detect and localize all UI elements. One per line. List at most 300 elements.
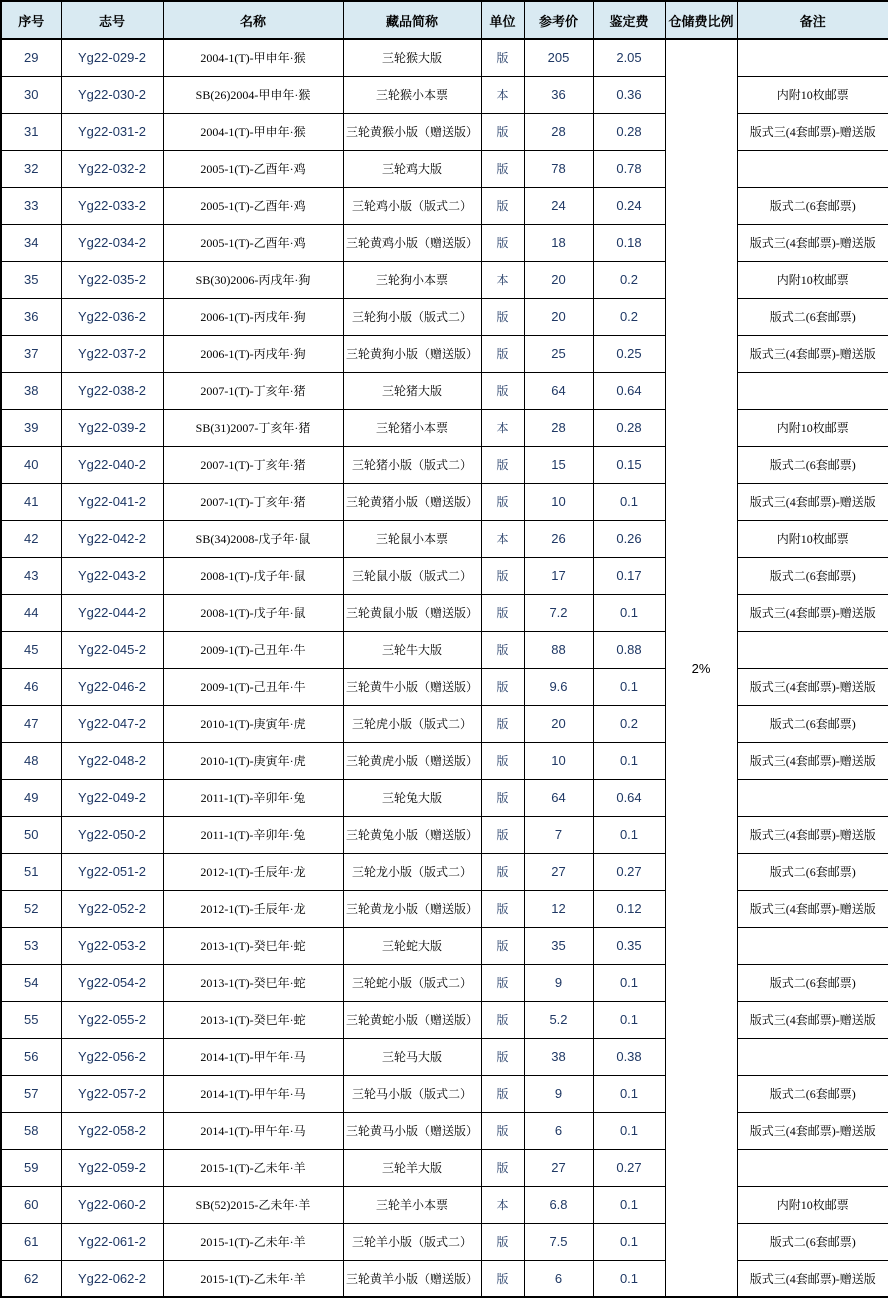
table-row xyxy=(1,187,888,224)
cell-name: 2007-1(T)-丁亥年·猪 xyxy=(163,446,343,483)
header-row xyxy=(1,1,888,39)
table-row xyxy=(1,1260,888,1297)
cell-serial: 56 xyxy=(1,1038,61,1075)
cell-catalog: Yg22-058-2 xyxy=(61,1112,163,1149)
cell-name: 2011-1(T)-辛卯年·兔 xyxy=(163,816,343,853)
cell-serial: 39 xyxy=(1,409,61,446)
cell-short-name: 三轮鸡大版 xyxy=(343,150,481,187)
cell-remark: 版式三(4套邮票)-赠送版 xyxy=(737,668,888,705)
cell-appraisal-fee: 0.78 xyxy=(593,150,665,187)
cell-catalog: Yg22-049-2 xyxy=(61,779,163,816)
column-header-appraisal-fee: 鉴定费 xyxy=(593,1,665,39)
cell-remark xyxy=(737,631,888,668)
cell-serial: 36 xyxy=(1,298,61,335)
table-header xyxy=(1,1,888,39)
cell-unit: 版 xyxy=(481,705,524,742)
cell-serial: 35 xyxy=(1,261,61,298)
cell-serial: 34 xyxy=(1,224,61,261)
table-row xyxy=(1,335,888,372)
cell-short-name: 三轮羊小本票 xyxy=(343,1186,481,1223)
cell-remark: 版式二(6套邮票) xyxy=(737,705,888,742)
cell-appraisal-fee: 0.1 xyxy=(593,1260,665,1297)
cell-appraisal-fee: 0.28 xyxy=(593,409,665,446)
cell-ref-price: 7.5 xyxy=(524,1223,593,1260)
cell-ref-price: 18 xyxy=(524,224,593,261)
cell-catalog: Yg22-033-2 xyxy=(61,187,163,224)
cell-short-name: 三轮黄鸡小版（赠送版） xyxy=(343,224,481,261)
cell-short-name: 三轮兔大版 xyxy=(343,779,481,816)
cell-appraisal-fee: 0.1 xyxy=(593,1186,665,1223)
cell-short-name: 三轮黄兔小版（赠送版） xyxy=(343,816,481,853)
cell-name: SB(34)2008-戊子年·鼠 xyxy=(163,520,343,557)
cell-catalog: Yg22-041-2 xyxy=(61,483,163,520)
cell-appraisal-fee: 0.27 xyxy=(593,1149,665,1186)
table-row xyxy=(1,446,888,483)
cell-name: 2006-1(T)-丙戌年·狗 xyxy=(163,298,343,335)
cell-appraisal-fee: 0.1 xyxy=(593,594,665,631)
cell-catalog: Yg22-060-2 xyxy=(61,1186,163,1223)
table-row xyxy=(1,1112,888,1149)
cell-appraisal-fee: 0.17 xyxy=(593,557,665,594)
cell-name: SB(26)2004-甲申年·猴 xyxy=(163,76,343,113)
cell-serial: 54 xyxy=(1,964,61,1001)
column-header-catalog: 志号 xyxy=(61,1,163,39)
cell-unit: 版 xyxy=(481,39,524,76)
cell-appraisal-fee: 0.2 xyxy=(593,298,665,335)
cell-unit: 本 xyxy=(481,76,524,113)
cell-unit: 本 xyxy=(481,261,524,298)
cell-short-name: 三轮黄鼠小版（赠送版） xyxy=(343,594,481,631)
table-row xyxy=(1,557,888,594)
cell-catalog: Yg22-052-2 xyxy=(61,890,163,927)
cell-short-name: 三轮狗小本票 xyxy=(343,261,481,298)
cell-unit: 版 xyxy=(481,964,524,1001)
cell-catalog: Yg22-031-2 xyxy=(61,113,163,150)
cell-short-name: 三轮羊小版（版式二） xyxy=(343,1223,481,1260)
table-row xyxy=(1,150,888,187)
table-row xyxy=(1,261,888,298)
cell-serial: 32 xyxy=(1,150,61,187)
cell-name: 2012-1(T)-壬辰年·龙 xyxy=(163,890,343,927)
cell-catalog: Yg22-054-2 xyxy=(61,964,163,1001)
cell-catalog: Yg22-046-2 xyxy=(61,668,163,705)
table-row xyxy=(1,372,888,409)
cell-serial: 33 xyxy=(1,187,61,224)
cell-serial: 30 xyxy=(1,76,61,113)
cell-remark: 版式三(4套邮票)-赠送版 xyxy=(737,594,888,631)
table-row xyxy=(1,1186,888,1223)
cell-name: 2007-1(T)-丁亥年·猪 xyxy=(163,483,343,520)
cell-name: 2004-1(T)-甲申年·猴 xyxy=(163,113,343,150)
cell-unit: 版 xyxy=(481,187,524,224)
table-row xyxy=(1,631,888,668)
table-row xyxy=(1,224,888,261)
cell-ref-price: 25 xyxy=(524,335,593,372)
cell-name: 2010-1(T)-庚寅年·虎 xyxy=(163,742,343,779)
cell-unit: 版 xyxy=(481,224,524,261)
cell-unit: 版 xyxy=(481,816,524,853)
cell-appraisal-fee: 0.64 xyxy=(593,372,665,409)
cell-name: 2011-1(T)-辛卯年·兔 xyxy=(163,779,343,816)
cell-serial: 42 xyxy=(1,520,61,557)
cell-serial: 31 xyxy=(1,113,61,150)
cell-ref-price: 26 xyxy=(524,520,593,557)
cell-ref-price: 10 xyxy=(524,742,593,779)
cell-catalog: Yg22-055-2 xyxy=(61,1001,163,1038)
cell-remark: 版式二(6套邮票) xyxy=(737,298,888,335)
cell-catalog: Yg22-034-2 xyxy=(61,224,163,261)
table-row xyxy=(1,705,888,742)
cell-name: 2008-1(T)-戊子年·鼠 xyxy=(163,594,343,631)
cell-name: 2006-1(T)-丙戌年·狗 xyxy=(163,335,343,372)
cell-unit: 版 xyxy=(481,668,524,705)
cell-name: 2013-1(T)-癸巳年·蛇 xyxy=(163,1001,343,1038)
cell-unit: 本 xyxy=(481,1186,524,1223)
cell-name: 2004-1(T)-甲申年·猴 xyxy=(163,39,343,76)
cell-serial: 55 xyxy=(1,1001,61,1038)
cell-unit: 版 xyxy=(481,557,524,594)
cell-serial: 50 xyxy=(1,816,61,853)
cell-unit: 版 xyxy=(481,927,524,964)
table-row xyxy=(1,816,888,853)
cell-serial: 40 xyxy=(1,446,61,483)
cell-remark xyxy=(737,150,888,187)
cell-remark xyxy=(737,39,888,76)
table-row xyxy=(1,742,888,779)
cell-serial: 44 xyxy=(1,594,61,631)
cell-appraisal-fee: 0.1 xyxy=(593,1223,665,1260)
cell-ref-price: 20 xyxy=(524,705,593,742)
cell-unit: 版 xyxy=(481,1075,524,1112)
cell-ref-price: 28 xyxy=(524,409,593,446)
cell-catalog: Yg22-043-2 xyxy=(61,557,163,594)
table-row xyxy=(1,964,888,1001)
cell-ref-price: 6.8 xyxy=(524,1186,593,1223)
cell-ref-price: 205 xyxy=(524,39,593,76)
cell-short-name: 三轮黄马小版（赠送版） xyxy=(343,1112,481,1149)
cell-catalog: Yg22-051-2 xyxy=(61,853,163,890)
cell-remark xyxy=(737,372,888,409)
cell-catalog: Yg22-042-2 xyxy=(61,520,163,557)
cell-name: SB(52)2015-乙未年·羊 xyxy=(163,1186,343,1223)
cell-appraisal-fee: 0.1 xyxy=(593,742,665,779)
table-row xyxy=(1,853,888,890)
cell-remark: 内附10枚邮票 xyxy=(737,1186,888,1223)
cell-name: 2015-1(T)-乙未年·羊 xyxy=(163,1149,343,1186)
cell-remark: 内附10枚邮票 xyxy=(737,261,888,298)
cell-short-name: 三轮羊大版 xyxy=(343,1149,481,1186)
cell-appraisal-fee: 0.1 xyxy=(593,483,665,520)
table-row xyxy=(1,927,888,964)
cell-serial: 61 xyxy=(1,1223,61,1260)
cell-unit: 版 xyxy=(481,1001,524,1038)
cell-catalog: Yg22-029-2 xyxy=(61,39,163,76)
cell-catalog: Yg22-030-2 xyxy=(61,76,163,113)
cell-name: 2007-1(T)-丁亥年·猪 xyxy=(163,372,343,409)
cell-name: 2009-1(T)-己丑年·牛 xyxy=(163,668,343,705)
cell-unit: 版 xyxy=(481,890,524,927)
cell-name: 2012-1(T)-壬辰年·龙 xyxy=(163,853,343,890)
cell-storage-ratio: 2% xyxy=(665,39,737,1297)
cell-serial: 57 xyxy=(1,1075,61,1112)
cell-catalog: Yg22-039-2 xyxy=(61,409,163,446)
cell-catalog: Yg22-045-2 xyxy=(61,631,163,668)
cell-appraisal-fee: 0.2 xyxy=(593,261,665,298)
cell-catalog: Yg22-032-2 xyxy=(61,150,163,187)
cell-name: SB(30)2006-丙戌年·狗 xyxy=(163,261,343,298)
cell-short-name: 三轮猴大版 xyxy=(343,39,481,76)
cell-catalog: Yg22-047-2 xyxy=(61,705,163,742)
cell-ref-price: 7.2 xyxy=(524,594,593,631)
cell-remark: 版式二(6套邮票) xyxy=(737,446,888,483)
cell-appraisal-fee: 0.1 xyxy=(593,1075,665,1112)
cell-serial: 41 xyxy=(1,483,61,520)
table-row xyxy=(1,520,888,557)
cell-serial: 45 xyxy=(1,631,61,668)
cell-short-name: 三轮马大版 xyxy=(343,1038,481,1075)
cell-catalog: Yg22-057-2 xyxy=(61,1075,163,1112)
cell-short-name: 三轮马小版（版式二） xyxy=(343,1075,481,1112)
cell-appraisal-fee: 0.1 xyxy=(593,668,665,705)
cell-short-name: 三轮黄狗小版（赠送版） xyxy=(343,335,481,372)
cell-catalog: Yg22-050-2 xyxy=(61,816,163,853)
cell-remark: 版式二(6套邮票) xyxy=(737,1223,888,1260)
cell-remark: 版式二(6套邮票) xyxy=(737,557,888,594)
cell-ref-price: 28 xyxy=(524,113,593,150)
column-header-name: 名称 xyxy=(163,1,343,39)
cell-unit: 本 xyxy=(481,520,524,557)
cell-catalog: Yg22-037-2 xyxy=(61,335,163,372)
cell-appraisal-fee: 0.36 xyxy=(593,76,665,113)
cell-catalog: Yg22-059-2 xyxy=(61,1149,163,1186)
cell-name: 2014-1(T)-甲午年·马 xyxy=(163,1112,343,1149)
cell-ref-price: 27 xyxy=(524,853,593,890)
cell-unit: 本 xyxy=(481,409,524,446)
cell-unit: 版 xyxy=(481,150,524,187)
cell-unit: 版 xyxy=(481,594,524,631)
cell-unit: 版 xyxy=(481,779,524,816)
cell-unit: 版 xyxy=(481,113,524,150)
cell-unit: 版 xyxy=(481,483,524,520)
cell-name: 2008-1(T)-戊子年·鼠 xyxy=(163,557,343,594)
cell-unit: 版 xyxy=(481,742,524,779)
cell-short-name: 三轮猪小版（版式二） xyxy=(343,446,481,483)
cell-ref-price: 78 xyxy=(524,150,593,187)
cell-appraisal-fee: 0.12 xyxy=(593,890,665,927)
cell-short-name: 三轮龙小版（版式二） xyxy=(343,853,481,890)
cell-catalog: Yg22-044-2 xyxy=(61,594,163,631)
cell-serial: 52 xyxy=(1,890,61,927)
cell-ref-price: 38 xyxy=(524,1038,593,1075)
cell-serial: 62 xyxy=(1,1260,61,1297)
cell-ref-price: 20 xyxy=(524,298,593,335)
cell-appraisal-fee: 0.27 xyxy=(593,853,665,890)
cell-remark: 版式三(4套邮票)-赠送版 xyxy=(737,335,888,372)
cell-appraisal-fee: 0.25 xyxy=(593,335,665,372)
cell-remark: 版式三(4套邮票)-赠送版 xyxy=(737,742,888,779)
cell-ref-price: 9 xyxy=(524,1075,593,1112)
column-header-ref-price: 参考价 xyxy=(524,1,593,39)
column-header-remark: 备注 xyxy=(737,1,888,39)
cell-remark xyxy=(737,779,888,816)
cell-appraisal-fee: 0.2 xyxy=(593,705,665,742)
cell-remark: 版式三(4套邮票)-赠送版 xyxy=(737,1001,888,1038)
cell-short-name: 三轮鸡小版（版式二） xyxy=(343,187,481,224)
cell-name: 2014-1(T)-甲午年·马 xyxy=(163,1075,343,1112)
cell-remark: 版式三(4套邮票)-赠送版 xyxy=(737,483,888,520)
cell-unit: 版 xyxy=(481,335,524,372)
cell-ref-price: 15 xyxy=(524,446,593,483)
cell-name: 2013-1(T)-癸巳年·蛇 xyxy=(163,927,343,964)
cell-remark xyxy=(737,1149,888,1186)
cell-appraisal-fee: 0.1 xyxy=(593,1001,665,1038)
cell-appraisal-fee: 0.24 xyxy=(593,187,665,224)
cell-short-name: 三轮猴小本票 xyxy=(343,76,481,113)
cell-remark: 内附10枚邮票 xyxy=(737,409,888,446)
cell-ref-price: 64 xyxy=(524,372,593,409)
cell-unit: 版 xyxy=(481,631,524,668)
cell-ref-price: 35 xyxy=(524,927,593,964)
cell-catalog: Yg22-038-2 xyxy=(61,372,163,409)
cell-name: 2015-1(T)-乙未年·羊 xyxy=(163,1223,343,1260)
column-header-serial: 序号 xyxy=(1,1,61,39)
cell-appraisal-fee: 0.38 xyxy=(593,1038,665,1075)
cell-remark: 版式三(4套邮票)-赠送版 xyxy=(737,224,888,261)
table-row xyxy=(1,113,888,150)
table-row xyxy=(1,1223,888,1260)
cell-name: 2005-1(T)-乙酉年·鸡 xyxy=(163,224,343,261)
cell-unit: 版 xyxy=(481,1112,524,1149)
cell-name: 2010-1(T)-庚寅年·虎 xyxy=(163,705,343,742)
cell-ref-price: 20 xyxy=(524,261,593,298)
cell-catalog: Yg22-040-2 xyxy=(61,446,163,483)
cell-remark: 内附10枚邮票 xyxy=(737,520,888,557)
cell-short-name: 三轮猪大版 xyxy=(343,372,481,409)
cell-remark: 版式三(4套邮票)-赠送版 xyxy=(737,816,888,853)
cell-short-name: 三轮鼠小版（版式二） xyxy=(343,557,481,594)
cell-serial: 58 xyxy=(1,1112,61,1149)
cell-ref-price: 6 xyxy=(524,1260,593,1297)
cell-serial: 53 xyxy=(1,927,61,964)
cell-ref-price: 36 xyxy=(524,76,593,113)
cell-serial: 47 xyxy=(1,705,61,742)
cell-short-name: 三轮黄蛇小版（赠送版） xyxy=(343,1001,481,1038)
cell-catalog: Yg22-036-2 xyxy=(61,298,163,335)
table-row xyxy=(1,890,888,927)
cell-appraisal-fee: 0.1 xyxy=(593,816,665,853)
cell-appraisal-fee: 0.35 xyxy=(593,927,665,964)
cell-serial: 46 xyxy=(1,668,61,705)
cell-serial: 37 xyxy=(1,335,61,372)
cell-name: 2009-1(T)-己丑年·牛 xyxy=(163,631,343,668)
cell-remark: 版式三(4套邮票)-赠送版 xyxy=(737,1260,888,1297)
cell-catalog: Yg22-035-2 xyxy=(61,261,163,298)
cell-short-name: 三轮蛇小版（版式二） xyxy=(343,964,481,1001)
cell-short-name: 三轮黄虎小版（赠送版） xyxy=(343,742,481,779)
table-row xyxy=(1,76,888,113)
cell-short-name: 三轮鼠小本票 xyxy=(343,520,481,557)
cell-catalog: Yg22-053-2 xyxy=(61,927,163,964)
cell-ref-price: 17 xyxy=(524,557,593,594)
cell-name: 2005-1(T)-乙酉年·鸡 xyxy=(163,187,343,224)
cell-serial: 49 xyxy=(1,779,61,816)
table-row xyxy=(1,1001,888,1038)
cell-ref-price: 9.6 xyxy=(524,668,593,705)
cell-unit: 版 xyxy=(481,853,524,890)
cell-ref-price: 6 xyxy=(524,1112,593,1149)
cell-unit: 版 xyxy=(481,298,524,335)
table-row xyxy=(1,483,888,520)
cell-appraisal-fee: 0.26 xyxy=(593,520,665,557)
cell-remark xyxy=(737,1038,888,1075)
column-header-short-name: 藏品简称 xyxy=(343,1,481,39)
table-row xyxy=(1,779,888,816)
cell-remark: 版式二(6套邮票) xyxy=(737,187,888,224)
cell-appraisal-fee: 0.1 xyxy=(593,1112,665,1149)
cell-appraisal-fee: 0.1 xyxy=(593,964,665,1001)
cell-name: 2015-1(T)-乙未年·羊 xyxy=(163,1260,343,1297)
cell-serial: 51 xyxy=(1,853,61,890)
table-row xyxy=(1,1075,888,1112)
cell-remark: 版式三(4套邮票)-赠送版 xyxy=(737,113,888,150)
cell-remark: 版式二(6套邮票) xyxy=(737,964,888,1001)
cell-ref-price: 88 xyxy=(524,631,593,668)
cell-unit: 版 xyxy=(481,1149,524,1186)
cell-short-name: 三轮狗小版（版式二） xyxy=(343,298,481,335)
table-row xyxy=(1,594,888,631)
cell-ref-price: 5.2 xyxy=(524,1001,593,1038)
cell-short-name: 三轮黄龙小版（赠送版） xyxy=(343,890,481,927)
cell-ref-price: 10 xyxy=(524,483,593,520)
cell-short-name: 三轮黄猪小版（赠送版） xyxy=(343,483,481,520)
table-row xyxy=(1,298,888,335)
cell-short-name: 三轮黄羊小版（赠送版） xyxy=(343,1260,481,1297)
cell-appraisal-fee: 0.15 xyxy=(593,446,665,483)
cell-serial: 59 xyxy=(1,1149,61,1186)
cell-serial: 38 xyxy=(1,372,61,409)
table-row xyxy=(1,668,888,705)
cell-short-name: 三轮蛇大版 xyxy=(343,927,481,964)
cell-catalog: Yg22-062-2 xyxy=(61,1260,163,1297)
cell-remark: 内附10枚邮票 xyxy=(737,76,888,113)
column-header-storage-ratio: 仓储费比例 xyxy=(665,1,737,39)
cell-unit: 版 xyxy=(481,372,524,409)
cell-remark: 版式二(6套邮票) xyxy=(737,1075,888,1112)
table-row xyxy=(1,409,888,446)
cell-ref-price: 24 xyxy=(524,187,593,224)
table-row xyxy=(1,1149,888,1186)
cell-catalog: Yg22-061-2 xyxy=(61,1223,163,1260)
cell-unit: 版 xyxy=(481,1260,524,1297)
cell-serial: 43 xyxy=(1,557,61,594)
column-header-unit: 单位 xyxy=(481,1,524,39)
table-row xyxy=(1,39,888,76)
cell-short-name: 三轮猪小本票 xyxy=(343,409,481,446)
cell-appraisal-fee: 0.18 xyxy=(593,224,665,261)
cell-remark: 版式三(4套邮票)-赠送版 xyxy=(737,1112,888,1149)
cell-ref-price: 27 xyxy=(524,1149,593,1186)
cell-appraisal-fee: 2.05 xyxy=(593,39,665,76)
cell-serial: 48 xyxy=(1,742,61,779)
cell-remark: 版式二(6套邮票) xyxy=(737,853,888,890)
cell-serial: 29 xyxy=(1,39,61,76)
cell-short-name: 三轮虎小版（版式二） xyxy=(343,705,481,742)
cell-catalog: Yg22-048-2 xyxy=(61,742,163,779)
cell-name: 2014-1(T)-甲午年·马 xyxy=(163,1038,343,1075)
cell-ref-price: 9 xyxy=(524,964,593,1001)
cell-name: SB(31)2007-丁亥年·猪 xyxy=(163,409,343,446)
cell-short-name: 三轮牛大版 xyxy=(343,631,481,668)
